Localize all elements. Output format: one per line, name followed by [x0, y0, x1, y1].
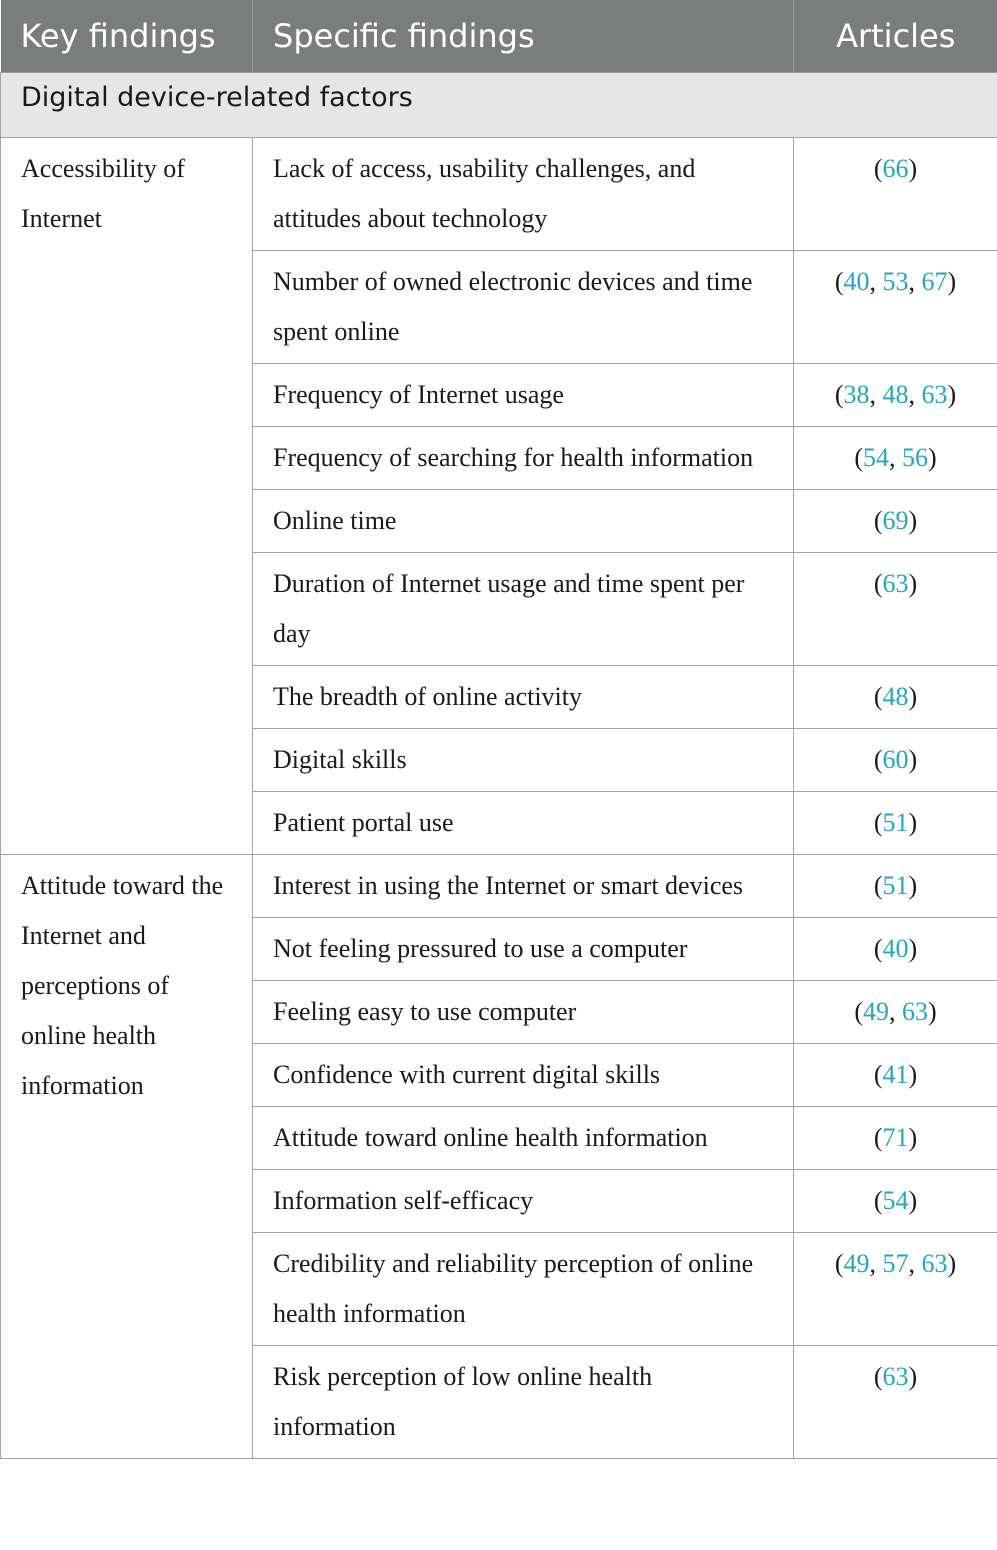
specific-finding-cell: Lack of access, usability challenges, and attitudes about technology [253, 138, 794, 251]
articles-cell: (71) [794, 1107, 997, 1170]
reference-link[interactable]: 57 [882, 1249, 909, 1278]
reference-link[interactable]: 69 [882, 506, 909, 535]
articles-cell: (63) [794, 553, 997, 666]
specific-finding-cell: Risk perception of low online health information [253, 1346, 794, 1459]
specific-finding-cell: Digital skills [253, 729, 794, 792]
specific-finding-cell: Patient portal use [253, 792, 794, 855]
specific-finding-cell: Feeling easy to use computer [253, 981, 794, 1044]
specific-finding-cell: Frequency of searching for health information [253, 427, 794, 490]
reference-link[interactable]: 63 [882, 1362, 909, 1391]
articles-cell: (49, 57, 63) [794, 1233, 997, 1346]
table-row [1, 855, 997, 918]
articles-cell: (54) [794, 1170, 997, 1233]
articles-cell: (48) [794, 666, 997, 729]
reference-link[interactable]: 60 [882, 745, 909, 774]
reference-link[interactable]: 40 [882, 934, 909, 963]
specific-finding-cell: Information self-efficacy [253, 1170, 794, 1233]
specific-finding-cell: The breadth of online activity [253, 666, 794, 729]
reference-link[interactable]: 48 [882, 380, 909, 409]
articles-cell: (66) [794, 138, 997, 251]
table-header [1, 0, 997, 73]
specific-finding-cell: Not feeling pressured to use a computer [253, 918, 794, 981]
section-title: Digital device-related factors [1, 73, 997, 138]
header-specific-findings: Specific findings [253, 0, 794, 73]
table-body [1, 73, 997, 1459]
section-row [1, 73, 997, 138]
articles-cell: (40) [794, 918, 997, 981]
reference-link[interactable]: 67 [921, 267, 948, 296]
header-key-findings: Key findings [1, 0, 253, 73]
specific-finding-cell: Number of owned electronic devices and time spent online [253, 251, 794, 364]
specific-finding-cell: Attitude toward online health information [253, 1107, 794, 1170]
reference-link[interactable]: 48 [882, 682, 909, 711]
specific-finding-cell: Online time [253, 490, 794, 553]
articles-cell: (51) [794, 855, 997, 918]
key-finding-cell: Attitude toward the Internet and perceptions of online health information [1, 855, 253, 1459]
articles-cell: (63) [794, 1346, 997, 1459]
specific-finding-cell: Credibility and reliability perception of online health information [253, 1233, 794, 1346]
articles-cell: (54, 56) [794, 427, 997, 490]
header-articles: Articles [794, 0, 997, 73]
specific-finding-cell: Confidence with current digital skills [253, 1044, 794, 1107]
reference-link[interactable]: 56 [902, 443, 928, 472]
reference-link[interactable]: 54 [882, 1186, 909, 1215]
reference-link[interactable]: 51 [882, 871, 909, 900]
reference-link[interactable]: 38 [843, 380, 870, 409]
specific-finding-cell: Duration of Internet usage and time spent per day [253, 553, 794, 666]
reference-link[interactable]: 53 [882, 267, 909, 296]
specific-finding-cell: Interest in using the Internet or smart devices [253, 855, 794, 918]
reference-link[interactable]: 63 [882, 569, 909, 598]
specific-finding-cell: Frequency of Internet usage [253, 364, 794, 427]
reference-link[interactable]: 63 [921, 380, 948, 409]
articles-cell: (41) [794, 1044, 997, 1107]
articles-cell: (40, 53, 67) [794, 251, 997, 364]
key-finding-cell: Accessibility of Internet [1, 138, 253, 855]
articles-cell: (60) [794, 729, 997, 792]
articles-cell: (49, 63) [794, 981, 997, 1044]
articles-cell: (51) [794, 792, 997, 855]
table-row [1, 138, 997, 251]
reference-link[interactable]: 51 [882, 808, 909, 837]
articles-cell: (38, 48, 63) [794, 364, 997, 427]
reference-link[interactable]: 66 [882, 154, 909, 183]
reference-link[interactable]: 71 [882, 1123, 909, 1152]
reference-link[interactable]: 54 [863, 443, 889, 472]
reference-link[interactable]: 49 [843, 1249, 870, 1278]
reference-link[interactable]: 63 [902, 997, 928, 1026]
articles-cell: (69) [794, 490, 997, 553]
reference-link[interactable]: 49 [863, 997, 889, 1026]
reference-link[interactable]: 40 [843, 267, 870, 296]
reference-link[interactable]: 41 [882, 1060, 909, 1089]
reference-link[interactable]: 63 [921, 1249, 948, 1278]
